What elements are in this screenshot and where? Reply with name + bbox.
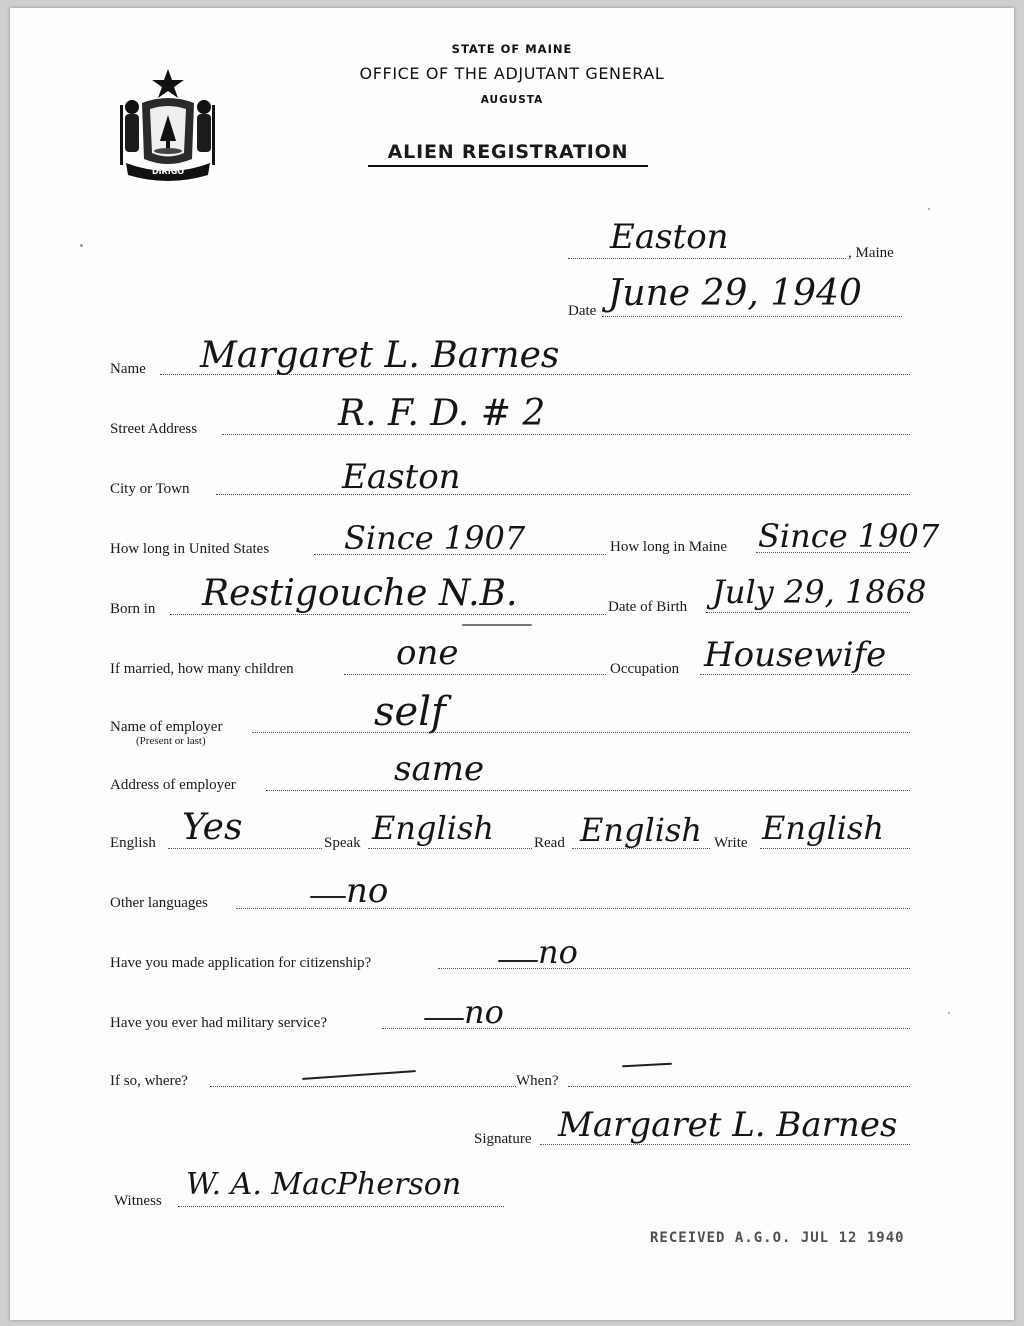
military-value: no [464, 993, 504, 1031]
office-heading: OFFICE OF THE ADJUTANT GENERAL [359, 64, 665, 83]
when-dash [622, 1063, 672, 1068]
witness-line [178, 1206, 504, 1207]
citizenship-label: Have you made application for citizenship? [110, 955, 372, 971]
date-of-birth-value: July 29, 1868 [712, 573, 927, 611]
military-label: Have you ever had military service? [110, 1015, 327, 1031]
how-long-maine-label: How long in Maine [610, 539, 728, 555]
when-line [568, 1086, 910, 1087]
street-address-value: R. F. D. # 2 [338, 393, 546, 434]
date-of-birth-line [706, 612, 910, 613]
citizenship-line [438, 968, 910, 969]
city-heading: AUGUSTA [480, 94, 544, 106]
ink-stroke [424, 1018, 464, 1020]
employer-address-label: Address of employer [110, 777, 236, 793]
registration-form [10, 8, 1014, 1320]
when-label: When? [516, 1073, 559, 1089]
other-languages-line [236, 908, 910, 909]
write-value: English [762, 809, 884, 847]
signature-label: Signature [474, 1131, 532, 1147]
where-label: If so, where? [110, 1073, 188, 1089]
paper-fleck [928, 208, 930, 210]
where-line [210, 1086, 516, 1087]
seal-motto: DIRIGO [151, 167, 185, 176]
children-line [344, 674, 606, 675]
employer-label: Name of employer [110, 719, 223, 735]
english-value: Yes [182, 807, 243, 848]
received-stamp: RECEIVED A.G.O. JUL 12 1940 [650, 1230, 905, 1246]
date-line [602, 316, 902, 317]
english-label: English [110, 835, 156, 851]
date-of-birth-label: Date of Birth [608, 599, 688, 615]
speak-line [368, 848, 532, 849]
military-line [382, 1028, 910, 1029]
children-value: one [396, 633, 459, 673]
street-address-line [222, 434, 910, 435]
name-label: Name [110, 361, 146, 377]
employer-line [252, 732, 910, 733]
where-dash [302, 1070, 416, 1080]
children-label: If married, how many children [110, 661, 294, 677]
street-address-label: Street Address [110, 421, 198, 437]
witness-label: Witness [114, 1193, 162, 1209]
employer-address-line [266, 790, 910, 791]
how-long-us-value: Since 1907 [344, 519, 526, 557]
read-label: Read [534, 835, 565, 851]
ink-stroke [498, 960, 538, 962]
occupation-label: Occupation [610, 661, 680, 677]
town-line [568, 258, 846, 259]
maine-label: , Maine [848, 245, 894, 261]
witness-value: W. A. MacPherson [186, 1167, 462, 1202]
employer-value: self [374, 689, 446, 735]
ink-stroke [310, 896, 346, 898]
speak-label: Speak [324, 835, 361, 851]
town-value: Easton [610, 217, 729, 257]
date-label: Date [568, 303, 597, 319]
city-value: Easton [342, 457, 461, 497]
city-label: City or Town [110, 481, 190, 497]
employer-note: (Present or last) [136, 735, 206, 747]
occupation-value: Housewife [704, 635, 887, 675]
speak-value: English [372, 809, 494, 847]
other-languages-label: Other languages [110, 895, 208, 911]
born-in-value: Restigouche N.B. [202, 573, 518, 614]
ink-mark [462, 624, 532, 626]
how-long-us-label: How long in United States [110, 541, 270, 557]
employer-address-value: same [394, 749, 485, 789]
signature-value: Margaret L. Barnes [558, 1105, 898, 1145]
write-line [760, 848, 910, 849]
paper-fleck [948, 1012, 950, 1014]
other-languages-value: no [346, 871, 389, 911]
paper-fleck [80, 244, 83, 247]
citizenship-value: no [538, 933, 578, 971]
date-value: June 29, 1940 [608, 273, 862, 314]
city-line [216, 494, 910, 495]
write-label: Write [714, 835, 748, 851]
how-long-maine-value: Since 1907 [758, 517, 940, 555]
born-in-line [170, 614, 606, 615]
state-heading: STATE OF MAINE [451, 42, 573, 56]
form-title: ALIEN REGISTRATION [368, 141, 648, 167]
name-value: Margaret L. Barnes [200, 335, 560, 376]
born-in-label: Born in [110, 601, 156, 617]
english-line [168, 848, 322, 849]
read-value: English [580, 811, 702, 849]
